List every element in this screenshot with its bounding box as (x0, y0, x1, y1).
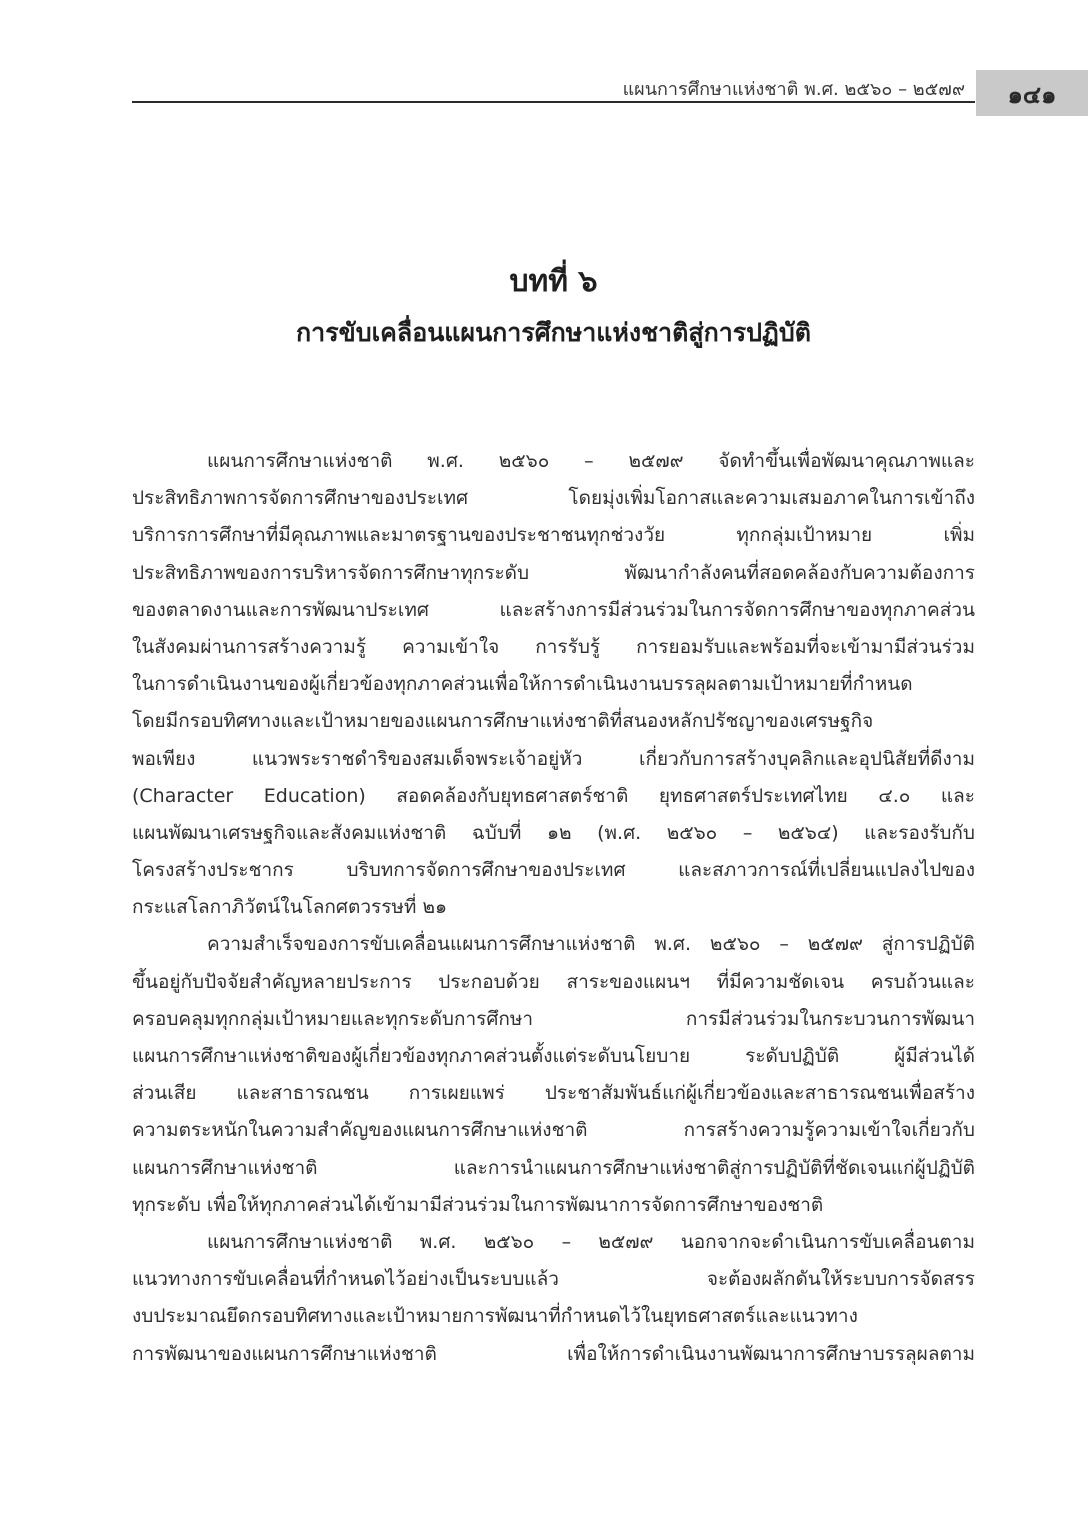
text-line: ประสิทธิภาพการจัดการศึกษาของประเทศ โดยมุ่งเพิ่มโอกาสและความเสมอภาคในการเข้าถึง (132, 487, 975, 510)
body-text (132, 443, 975, 1373)
paragraph (132, 443, 975, 926)
text-line: ทุกระดับ เพื่อให้ทุกภาคส่วนได้เข้ามามีส่วนร่วมในการพัฒนาการจัดการศึกษาของชาติ (132, 1193, 824, 1216)
text-line: แผนการศึกษาแห่งชาติ และการนำแผนการศึกษาแห่งชาติสู่การปฏิบัติที่ชัดเจนแก่ผู้ปฏิบัติ (132, 1156, 975, 1179)
text-line: ประสิทธิภาพของการบริหารจัดการศึกษาทุกระดับ พัฒนากำลังคนที่สอดคล้องกับความต้องการ (132, 561, 975, 584)
text-line: บริการการศึกษาที่มีคุณภาพและมาตรฐานของประชาชนทุกช่วงวัย ทุกกลุ่มเป้าหมาย เพิ่ม (132, 524, 975, 547)
page-number: ๑๔๑ (1007, 81, 1057, 109)
text-line: ในสังคมผ่านการสร้างความรู้ ความเข้าใจ การรับรู้ การยอมรับและพร้อมที่จะเข้ามามีส่วนร่วม (132, 635, 975, 658)
text-line: ส่วนเสีย และสาธารณชน การเผยแพร่ ประชาสัมพันธ์แก่ผู้เกี่ยวข้องและสาธารณชนเพื่อสร้าง (132, 1082, 975, 1105)
text-line: แผนการศึกษาแห่งชาติของผู้เกี่ยวข้องทุกภาคส่วนตั้งแต่ระดับนโยบาย ระดับปฏิบัติ ผู้มีส่วนได้ (132, 1045, 975, 1067)
text-line: (Character Education) สอดคล้องกับยุทธศาสตร์ชาติ ยุทธศาสตร์ประเทศไทย ๔.๐ และ (132, 784, 975, 807)
text-line: ในการดำเนินงานของผู้เกี่ยวข้องทุกภาคส่วนเพื่อให้การดำเนินงานบรรลุผลตามเป้าหมายที่กำหนด (132, 673, 913, 696)
text-line: การพัฒนาของแผนการศึกษาแห่งชาติ เพื่อให้การดำเนินงานพัฒนาการศึกษาบรรลุผลตาม (132, 1342, 975, 1365)
chapter-title: การขับเคลื่อนแผนการศึกษาแห่งชาติสู่การปฏิบัติ (296, 318, 811, 347)
text-line: ครอบคลุมทุกกลุ่มเป้าหมายและทุกระดับการศึกษา การมีส่วนร่วมในกระบวนการพัฒนา (132, 1007, 975, 1030)
text-line: ความสำเร็จของการขับเคลื่อนแผนการศึกษาแห่งชาติ พ.ศ. ๒๕๖๐ – ๒๕๗๙ สู่การปฏิบัติ (207, 933, 975, 956)
text-line: แผนพัฒนาเศรษฐกิจและสังคมแห่งชาติ ฉบับที่ ๑๒ (พ.ศ. ๒๕๖๐ – ๒๕๖๔) และรองรับกับ (132, 821, 975, 844)
text-line: โดยมีกรอบทิศทางและเป้าหมายของแผนการศึกษาแห่งชาติที่สนองหลักปรัชญาของเศรษฐกิจ (132, 710, 874, 733)
text-line: โครงสร้างประชากร บริบทการจัดการศึกษาของประเทศ และสภาวการณ์ที่เปลี่ยนแปลงไปของ (132, 859, 975, 882)
paragraph (132, 1224, 975, 1373)
text-line: ของตลาดงานและการพัฒนาประเทศ และสร้างการมีส่วนร่วมในการจัดการศึกษาของทุกภาคส่วน (132, 598, 975, 621)
paragraph (132, 926, 975, 1224)
running-header (132, 70, 975, 103)
chapter-number: บทที่ ๖ (509, 264, 598, 299)
text-line: แผนการศึกษาแห่งชาติ พ.ศ. ๒๕๖๐ – ๒๕๗๙ นอกจากจะดำเนินการขับเคลื่อนตาม (207, 1230, 975, 1253)
text-line: แนวทางการขับเคลื่อนที่กำหนดไว้อย่างเป็นระบบแล้ว จะต้องผลักดันให้ระบบการจัดสรร (132, 1268, 975, 1291)
page-number-tab (976, 70, 1088, 116)
running-header-title: แผนการศึกษาแห่งชาติ พ.ศ. ๒๕๖๐ – ๒๕๗๙ (622, 79, 965, 100)
text-line: พอเพียง แนวพระราชดำริของสมเด็จพระเจ้าอยู่หัว เกี่ยวกับการสร้างบุคลิกและอุปนิสัยที่ดีงาม (132, 747, 975, 770)
text-line: ขึ้นอยู่กับปัจจัยสำคัญหลายประการ ประกอบด้วย สาระของแผนฯ ที่มีความชัดเจน ครบถ้วนและ (132, 970, 975, 993)
text-line: แผนการศึกษาแห่งชาติ พ.ศ. ๒๕๖๐ – ๒๕๗๙ จัดทำขึ้นเพื่อพัฒนาคุณภาพและ (207, 450, 975, 472)
text-line: ความตระหนักในความสำคัญของแผนการศึกษาแห่งชาติ การสร้างความรู้ความเข้าใจเกี่ยวกับ (132, 1119, 975, 1142)
text-line: งบประมาณยึดกรอบทิศทางและเป้าหมายการพัฒนาที่กำหนดไว้ในยุทธศาสตร์และแนวทาง (132, 1305, 858, 1328)
text-line: กระแสโลกาภิวัตน์ในโลกศตวรรษที่ ๒๑ (132, 896, 448, 919)
